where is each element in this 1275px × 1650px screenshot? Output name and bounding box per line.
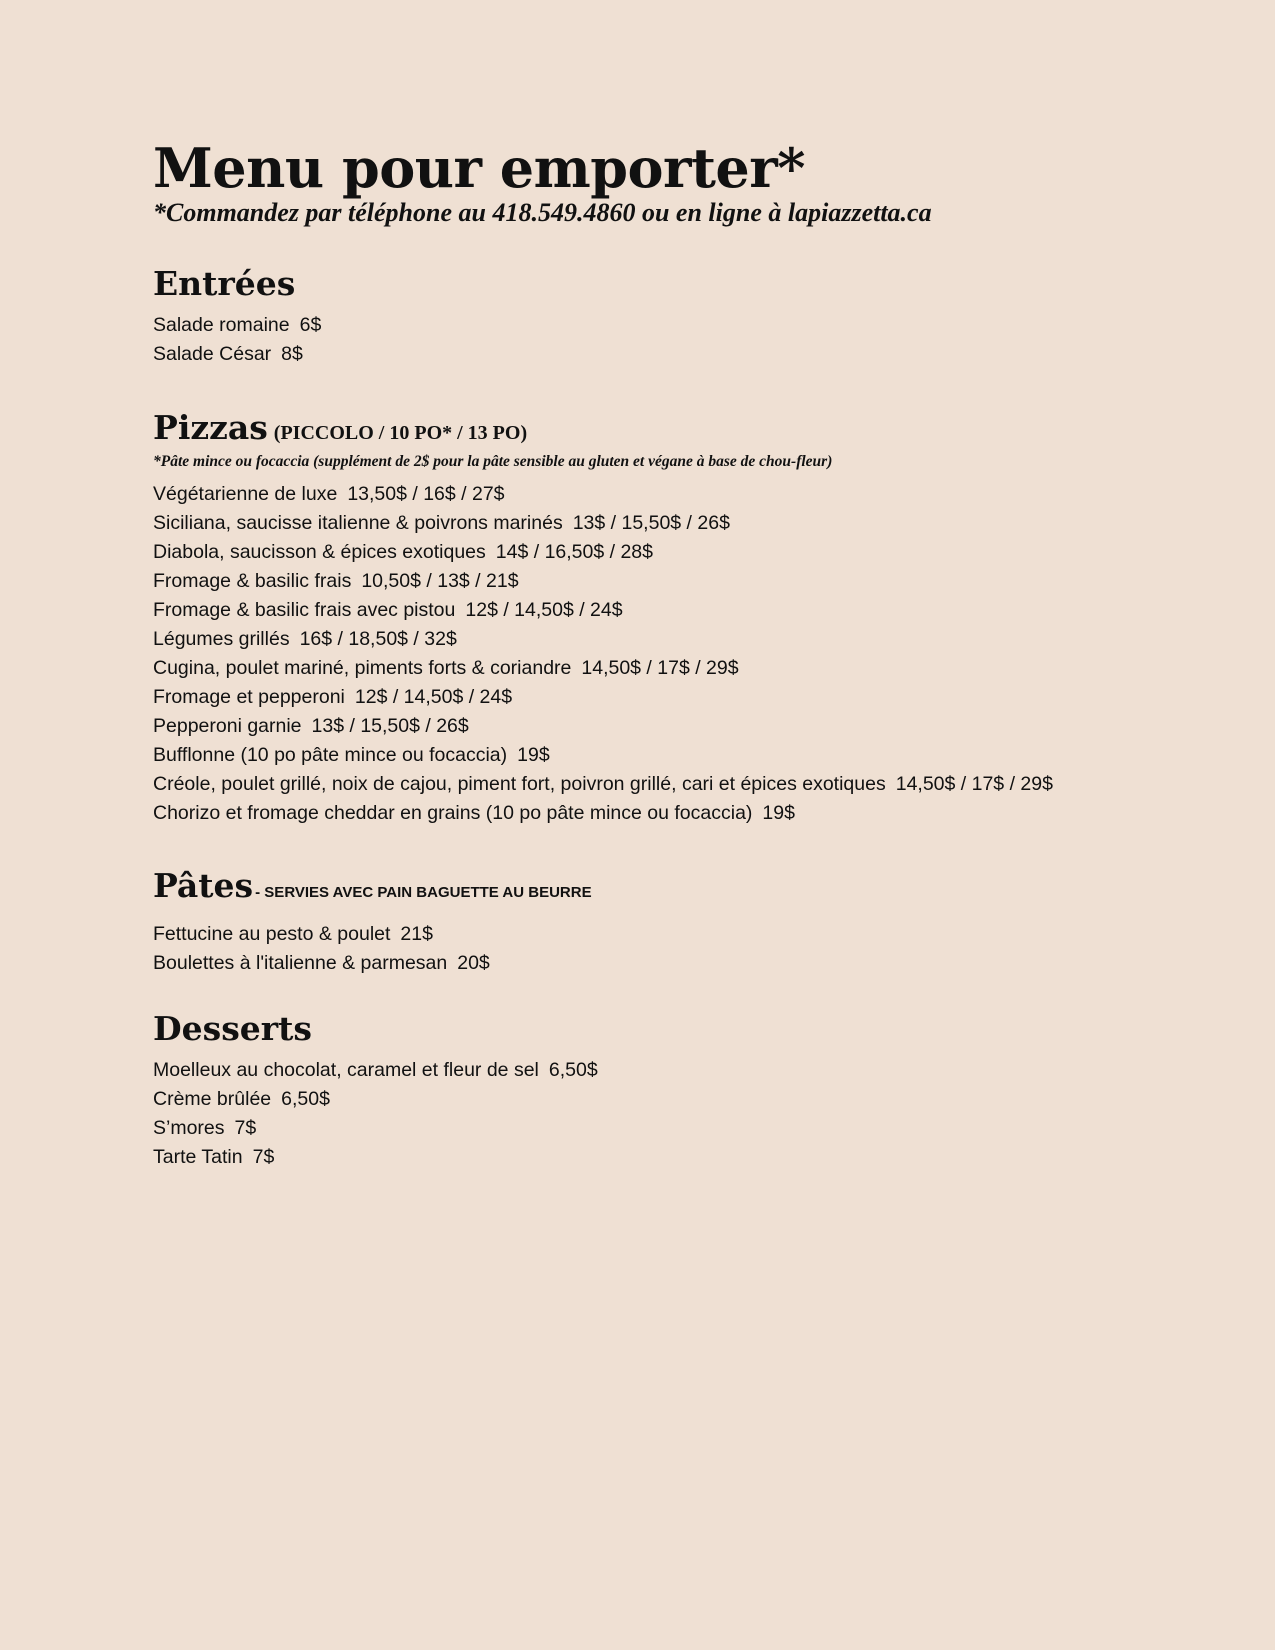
menu-item-name: Moelleux au chocolat, caramel et fleur de sel bbox=[153, 1059, 539, 1081]
menu-item-name: Végétarienne de luxe bbox=[153, 483, 338, 505]
menu-item-price: 10,50$ / 13$ / 21$ bbox=[361, 570, 519, 592]
menu-item bbox=[153, 1114, 598, 1143]
menu-item-price: 12$ / 14,50$ / 24$ bbox=[354, 686, 513, 708]
menu-item-name: Pepperoni garnie bbox=[153, 715, 302, 737]
menu-item bbox=[153, 1085, 598, 1114]
menu-item-name: S’mores bbox=[153, 1117, 225, 1139]
menu-item-price: 21$ bbox=[400, 923, 433, 945]
section-heading-pizzas bbox=[153, 409, 1053, 452]
menu-item-name: Boulettes à l'italienne & parmesan bbox=[153, 952, 448, 974]
menu-item-name: Cugina, poulet mariné, piments forts & coriandre bbox=[153, 657, 572, 679]
menu-item-name: Fromage et pepperoni bbox=[153, 686, 345, 708]
menu-item bbox=[153, 799, 1053, 828]
section-title: Pizzas bbox=[153, 408, 268, 447]
menu-item-name: Chorizo et fromage cheddar en grains (10 po pâte mince ou focaccia) bbox=[153, 802, 753, 824]
pizzas-list bbox=[153, 480, 1053, 828]
section-entrees bbox=[153, 265, 321, 369]
menu-item bbox=[153, 538, 1053, 567]
menu-item bbox=[153, 596, 1053, 625]
menu-item bbox=[153, 340, 321, 369]
section-pizzas bbox=[153, 409, 1053, 828]
pizza-sizes: (PICCOLO / 10 PO* / 13 PO) bbox=[273, 422, 528, 444]
menu-item bbox=[153, 311, 321, 340]
menu-item bbox=[153, 625, 1053, 654]
menu-item-price: 7$ bbox=[234, 1117, 257, 1139]
pates-list bbox=[153, 920, 592, 978]
pizza-dough-note: *Pâte mince ou focaccia (supplément de 2$ pour la pâte sensible au gluten et végane à base de chou-fleur) bbox=[153, 453, 833, 470]
section-heading-entrees bbox=[153, 265, 321, 303]
page-title: Menu pour emporter* bbox=[153, 136, 805, 200]
menu-item bbox=[153, 712, 1053, 741]
menu-item-name: Bufflonne (10 po pâte mince ou focaccia) bbox=[153, 744, 508, 766]
menu-item bbox=[153, 920, 592, 949]
section-title: Entrées bbox=[153, 264, 296, 303]
menu-item bbox=[153, 1056, 598, 1085]
menu-item-price: 7$ bbox=[252, 1146, 275, 1168]
menu-item-name: Diabola, saucisson & épices exotiques bbox=[153, 541, 486, 563]
menu-item-price: 12$ / 14,50$ / 24$ bbox=[465, 599, 623, 621]
menu-item-name: Fromage & basilic frais avec pistou bbox=[153, 599, 456, 621]
menu-item-price: 20$ bbox=[457, 952, 490, 974]
menu-item-name: Siciliana, saucisse italienne & poivrons marinés bbox=[153, 512, 563, 534]
menu-item-name: Salade romaine bbox=[153, 314, 290, 336]
menu-item-name: Fromage & basilic frais bbox=[153, 570, 352, 592]
section-heading-desserts bbox=[153, 1010, 598, 1048]
menu-item-price: 13,50$ / 16$ / 27$ bbox=[347, 483, 505, 505]
menu-item-price: 19$ bbox=[762, 802, 795, 824]
desserts-list bbox=[153, 1056, 598, 1172]
menu-item bbox=[153, 509, 1053, 538]
menu-item bbox=[153, 1143, 598, 1172]
order-instructions: *Commandez par téléphone au 418.549.4860 ou en ligne à lapiazzetta.ca bbox=[153, 198, 932, 227]
entrees-list bbox=[153, 311, 321, 369]
menu-page bbox=[153, 136, 1153, 1168]
menu-item-price: 6,50$ bbox=[281, 1088, 330, 1110]
menu-item-name: Créole, poulet grillé, noix de cajou, piment fort, poivron grillé, cari et épices exotiques bbox=[153, 773, 886, 795]
menu-item bbox=[153, 949, 592, 978]
menu-item-name: Fettucine au pesto & poulet bbox=[153, 923, 391, 945]
menu-item-price: 14$ / 16,50$ / 28$ bbox=[495, 541, 653, 563]
menu-item-price: 13$ / 15,50$ / 26$ bbox=[572, 512, 730, 534]
menu-item-price: 14,50$ / 17$ / 29$ bbox=[581, 657, 739, 679]
pasta-served-with: - SERVIES AVEC PAIN BAGUETTE AU BEURRE bbox=[255, 884, 592, 901]
section-title: Desserts bbox=[153, 1009, 312, 1048]
menu-item-name: Tarte Tatin bbox=[153, 1146, 243, 1168]
section-title: Pâtes bbox=[153, 866, 254, 905]
menu-item bbox=[153, 683, 1053, 712]
section-desserts bbox=[153, 1010, 598, 1172]
menu-item-price: 13$ / 15,50$ / 26$ bbox=[311, 715, 469, 737]
menu-item-price: 19$ bbox=[517, 744, 550, 766]
menu-item bbox=[153, 770, 1053, 799]
menu-item-price: 6$ bbox=[299, 314, 322, 336]
menu-item-name: Salade César bbox=[153, 343, 272, 365]
menu-item bbox=[153, 741, 1053, 770]
section-heading-pates bbox=[153, 867, 592, 912]
menu-item-name: Légumes grillés bbox=[153, 628, 290, 650]
menu-item bbox=[153, 654, 1053, 683]
menu-item-price: 6,50$ bbox=[548, 1059, 598, 1081]
menu-item bbox=[153, 567, 1053, 596]
menu-item bbox=[153, 480, 1053, 509]
menu-item-name: Crème brûlée bbox=[153, 1088, 272, 1110]
menu-item-price: 14,50$ / 17$ / 29$ bbox=[895, 773, 1053, 795]
menu-item-price: 16$ / 18,50$ / 32$ bbox=[299, 628, 457, 650]
menu-item-price: 8$ bbox=[281, 343, 303, 365]
section-pates bbox=[153, 867, 592, 978]
